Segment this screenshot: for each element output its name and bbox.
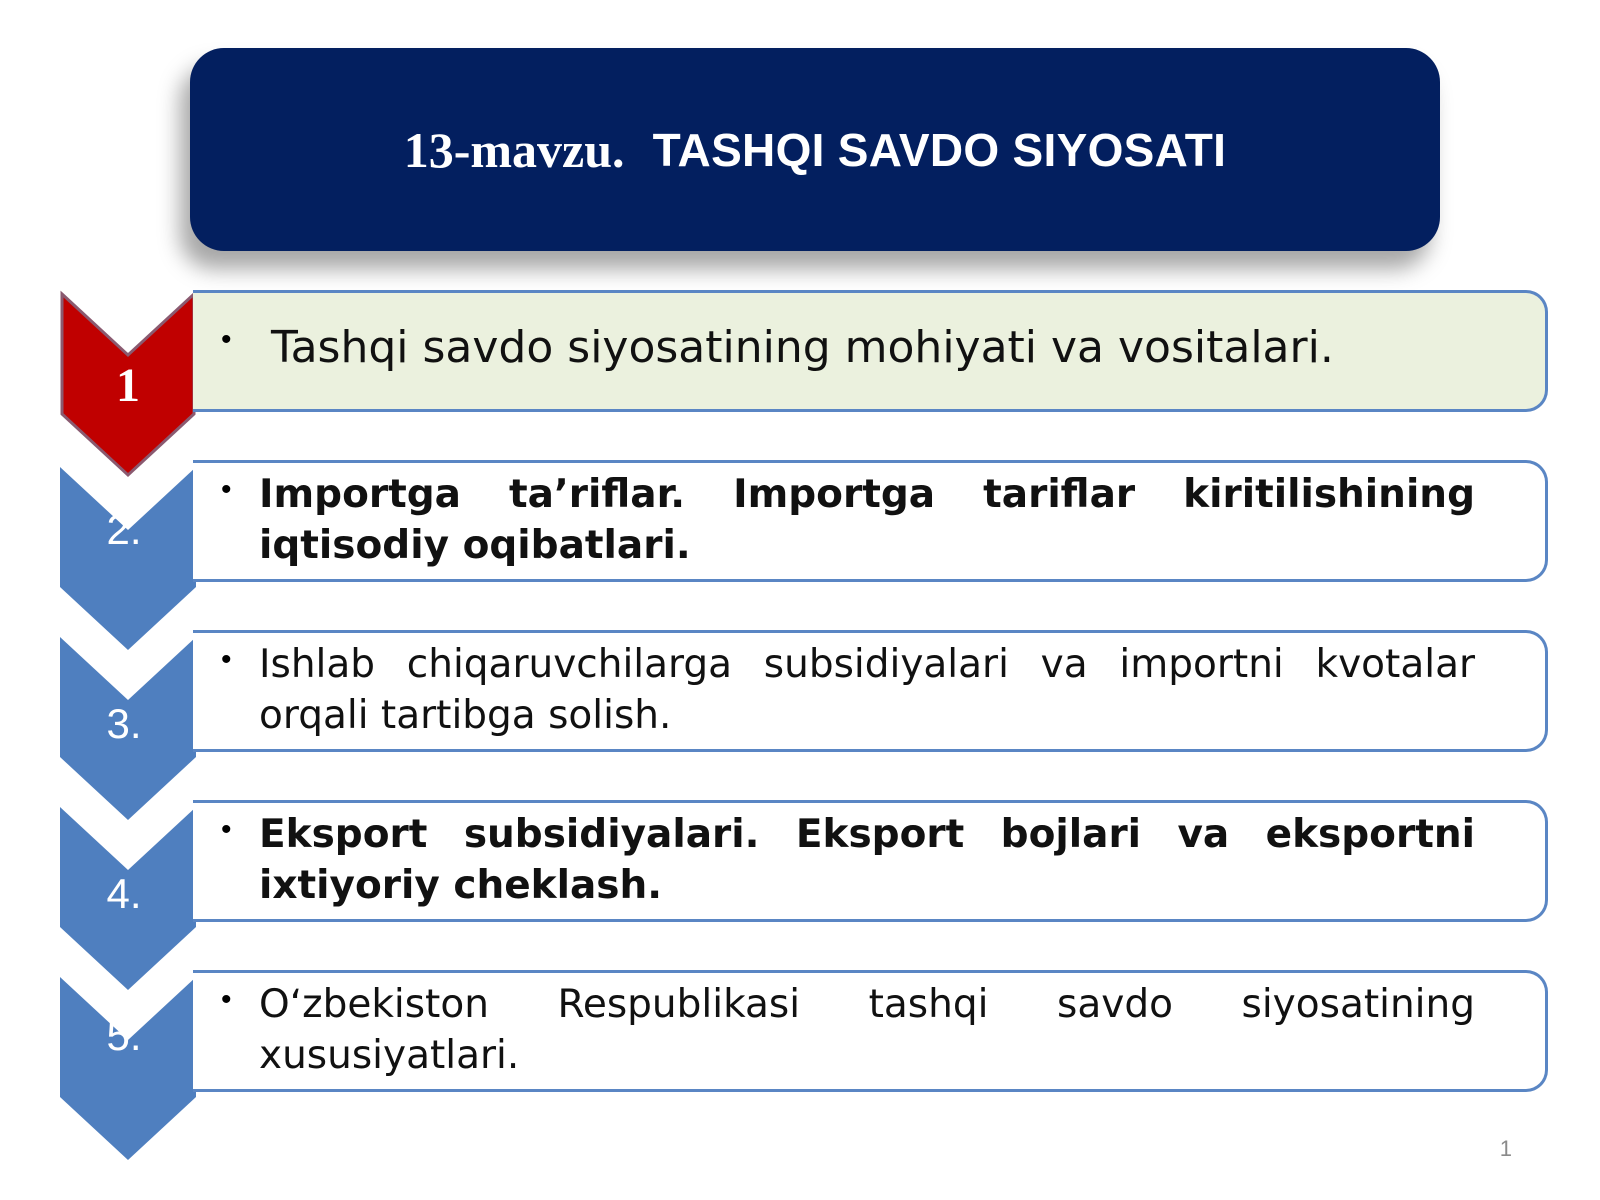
chevron-2 xyxy=(60,467,196,650)
list-item-2[interactable] xyxy=(193,460,1548,582)
bullet-icon: • xyxy=(221,983,232,1016)
bullet-icon: • xyxy=(221,643,232,676)
bullet-icon: • xyxy=(221,473,232,506)
page-number: 1 xyxy=(1499,1136,1512,1161)
list-item-text: Tashqi savdo siyosatining mohiyati va vositalari. xyxy=(271,322,1334,373)
list-item-1[interactable] xyxy=(193,290,1548,412)
title-prefix: 13-mavzu. xyxy=(403,121,625,178)
bullet-icon: • xyxy=(221,813,232,846)
chevron-number-1: 1 xyxy=(116,359,140,412)
list-item-text: Importga ta’riflar. Importga tariflar kiritilishining iqtisodiy oqibatlari. xyxy=(259,472,1475,568)
list-item-text: Eksport subsidiyalari. Eksport bojlari va eksportni ixtiyoriy cheklash. xyxy=(259,812,1475,908)
chevron-number-2: 2. xyxy=(106,506,142,553)
chevron-5 xyxy=(60,977,196,1160)
chevron-number-5: 5. xyxy=(106,1012,142,1059)
page-title: TASHQI SAVDO SIYOSATI xyxy=(652,123,1227,176)
list-item-4[interactable] xyxy=(193,800,1548,922)
list-item-3[interactable] xyxy=(193,630,1548,752)
chevron-number-3: 3. xyxy=(106,700,142,747)
list-item-text: O‘zbekiston Respublikasi tashqi savdo siyosatining xususiyatlari. xyxy=(259,982,1475,1078)
bullet-icon: • xyxy=(221,323,232,356)
list-item-5[interactable] xyxy=(193,970,1548,1092)
chevron-number-4: 4. xyxy=(106,870,142,917)
list-item-text: Ishlab chiqaruvchilarga subsidiyalari va importni kvotalar orqali tartibga solish. xyxy=(259,642,1475,738)
title-banner xyxy=(190,48,1440,251)
